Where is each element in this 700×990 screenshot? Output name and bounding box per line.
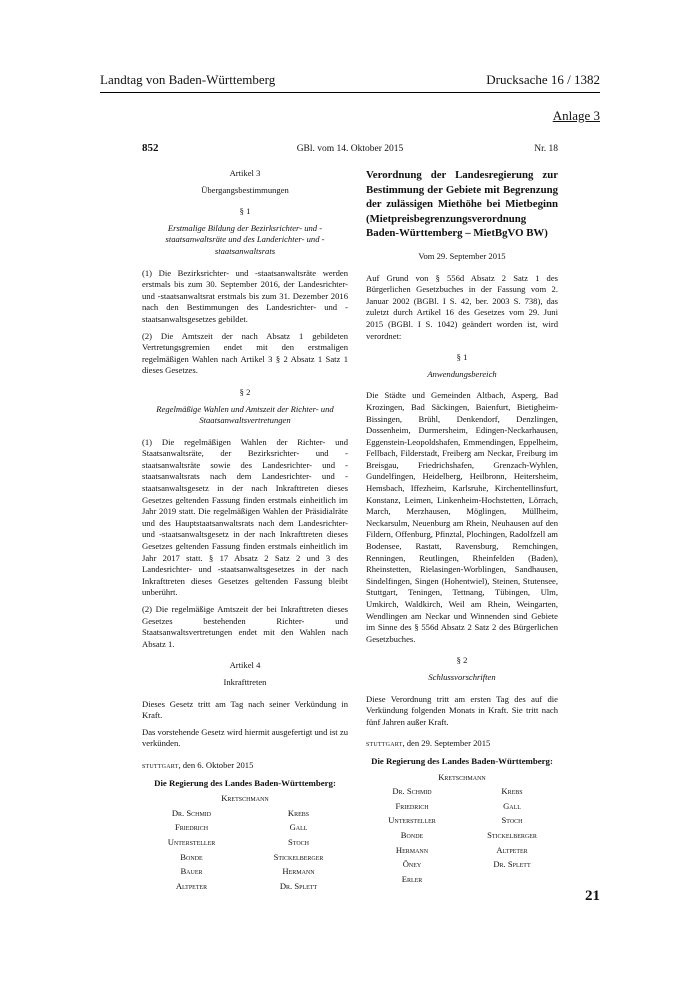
regulation-signature-place-date <box>366 738 558 750</box>
section-2-heading: § 2 <box>239 386 251 397</box>
regulation-section-1-heading: § 1 <box>456 352 468 363</box>
signature-place-date <box>142 760 348 772</box>
regulation-section-1-text: Die Städte und Gemeinden Altbach, Asperg, Bad Krozingen, Bad Säckingen, Baienfurt, Bietigheim-Bissingen, Brühl, Denkendorf, Denzlingen, Dossenheim, Durmersheim, Edingen-Neckarhausen, Eggenstein-Leopoldshafen, Emmendingen, Eppelheim, Fellbach, Filderstadt, Freiberg am Neckar, Freiburg im Breisgau, Friedrichshafen, Grenzach-Wyhlen, Gundelfingen, Heidelberg, Heilbronn, Heitersheim, Hemsbach, Iffezheim, Karlsruhe, Kirchentellinsfurt, Konstanz, Leimen, Linkenheim-Hochstetten, Lörrach, March, Merzhausen, Möglingen, Müllheim, Neckarsulm, Neuenburg am Rhein, Neuhausen auf den Fildern, Offenburg, Pfinztal, Plochingen, Radolfzell am Bodensee, Rastatt, Ravensburg, Remchingen, Renningen, Reutlingen, Rheinfelden (Baden), Rheinstetten, Rielasingen-Worblingen, Sandhausen, Sindelfingen, Singen (Hohentwiel), Steinen, Stutensee, Stuttgart, Teningen, Tettnang, Tübingen, Ulm, Umkirch, Waldkirch, Weil am Rhein, Weingarten, Wendlingen am Neckar und Winnenden sind Gebiete im Sinne des § 556d Absatz 2 Satz 2 des Bürgerlichen Gesetzbuches. <box>366 390 558 644</box>
regulation-signatory: Erler <box>401 873 423 884</box>
signatory: Hermann <box>282 866 315 877</box>
regulation-title: Verordnung der Landesregierung zur Bestimmung der Gebiete mit Begrenzung der zulässigen Miethöhe bei Mietbeginn (Mietpreisbegrenzungsverordnung Baden-Württemberg – MietBgVO BW) <box>366 169 558 240</box>
regulation-signatory: Altpeter <box>496 844 528 855</box>
regulation-section-1-title: Anwendungsbereich <box>427 368 497 379</box>
signature-place: stuttgart <box>142 759 179 770</box>
document-header-title: Landtag von Baden-Württemberg <box>100 72 276 87</box>
regulation-signatory: Stickelberger <box>487 829 537 840</box>
signatory: Bauer <box>180 866 203 877</box>
government-heading: Die Regierung des Landes Baden-Württemberg: <box>154 777 336 788</box>
article-4-title: Inkrafttreten <box>223 676 267 687</box>
regulation-signatory-head: Kretschmann <box>438 771 486 782</box>
signatory: Dr. Schmid <box>171 807 212 818</box>
document-header-number: Drucksache 16 / 1382 <box>486 72 600 87</box>
article-4-heading: Artikel 4 <box>229 660 261 671</box>
signatory: Dr. Splett <box>279 880 318 891</box>
section-2-paragraph-1: (1) Die regelmäßigen Wahlen der Richter- und Staatsanwaltsräte, der Bezirksrichter- und -staatsanwaltsräte sowie des Landesrichter- und -staatsanwaltsrats nach dem Landesrichter- und -staatsanwaltsgesetz in der nach Inkrafttreten dieses Gesetzes geltenden Fassung finden erstmals einheitlich im Jahr 2019 statt. Die regelmäßigen Wahlen der Präsidialräte und des Hauptstaatsanwaltsrats nach dem Landesrichter- und -staatsanwaltsgesetz in der nach Inkrafttreten dieses Gesetzes geltenden Fassung finden erstmals einheitlich im Jahr 2017 statt. § 17 Absatz 2 Satz 2 und 3 des Landesrichter- und -staatsanwaltsgesetzes in der nach Inkrafttreten dieses Gesetzes geltenden Fassung bleibt unberührt. <box>142 436 348 598</box>
left-column <box>142 168 348 892</box>
regulation-signatory: Gall <box>503 800 521 811</box>
regulation-government-heading: Die Regierung des Landes Baden-Württemberg: <box>371 755 553 766</box>
regulation-signatories-list <box>366 772 558 886</box>
page-number: 21 <box>585 888 600 904</box>
regulation-section-2-text: Diese Verordnung tritt am ersten Tag des auf die Verkündung folgenden Monats in Kraft. Sie tritt nach fünf Jahren außer Kraft. <box>366 693 558 727</box>
signatory-head: Kretschmann <box>221 793 269 804</box>
regulation-date: Vom 29. September 2015 <box>418 250 506 261</box>
header-divider <box>100 92 600 93</box>
signature-date: , den 6. Oktober 2015 <box>178 759 254 770</box>
regulation-signatory: Öney <box>402 859 422 870</box>
regulation-signatory: Dr. Splett <box>493 859 531 870</box>
section-2-title: Regelmäßige Wahlen und Amtszeit der Richter- und Staatsanwaltsvertretungen <box>156 403 334 426</box>
article-3-title: Übergangsbestimmungen <box>201 184 289 195</box>
section-1-paragraph-1: (1) Die Bezirksrichter- und -staatsanwaltsräte werden erstmals bis zum 30. September 2016, der Landesrichter- und -staatsanwaltsrat erstmals bis zum 31. Dezember 2016 nach den Bestimmungen des Landesrichter- und -staatsanwaltsgesetzes gebildet. <box>142 267 348 324</box>
article-4-paragraph-1: Dieses Gesetz tritt am Tag nach seiner Verkündung in Kraft. <box>142 698 348 721</box>
signatory: Friedrich <box>174 822 209 833</box>
regulation-signatory: Krebs <box>501 786 523 797</box>
gazette-date: GBl. vom 14. Oktober 2015 <box>296 144 404 154</box>
section-1-title: Erstmalige Bildung der Bezirksrichter- und -staatsanwaltsräte und des Landerichter- und -staatsanwaltsrats <box>165 222 325 256</box>
gazette-page-number: 852 <box>142 142 159 154</box>
regulation-section-2-heading: § 2 <box>456 655 468 666</box>
regulation-signatory: Hermann <box>395 844 429 855</box>
regulation-signature-date: , den 29. September 2015 <box>402 738 491 749</box>
regulation-section-2-title: Schlussvorschriften <box>428 671 496 682</box>
signatories-list <box>142 793 348 892</box>
signatory: Untersteller <box>167 836 216 847</box>
signatory: Altpeter <box>175 880 208 891</box>
regulation-signatory: Stoch <box>501 815 523 826</box>
article-4-paragraph-2: Das vorstehende Gesetz wird hiermit ausgefertigt und ist zu verkünden. <box>142 726 348 749</box>
section-1-paragraph-2: (2) Die Amtszeit der nach Absatz 1 gebildeten Vertretungsgremien endet mit den erstmaligen regelmäßigen Wahlen nach Artikel 3 § 2 Absatz 1 Satz 1 dieses Gesetzes. <box>142 330 348 376</box>
signatory: Bonde <box>180 851 203 862</box>
signatory: Stickelberger <box>273 851 324 862</box>
gazette-issue-number: Nr. 18 <box>534 144 558 154</box>
regulation-signature-place: stuttgart <box>366 738 403 749</box>
regulation-signatory: Untersteller <box>388 815 436 826</box>
signatory: Krebs <box>287 807 310 818</box>
signatory: Gall <box>289 822 308 833</box>
article-3-heading: Artikel 3 <box>229 168 261 178</box>
annex-label: Anlage 3 <box>552 108 600 123</box>
regulation-intro: Auf Grund von § 556d Absatz 2 Satz 1 des Bürgerlichen Gesetzbuches in der Fassung vom 2. Januar 2002 (BGBl. I S. 42, ber. 2003 S. 738), das zuletzt durch Artikel 16 des Gesetzes vom 29. Juni 2015 (BGBl. I S. 1042) geändert worden ist, wird verordnet: <box>366 272 558 341</box>
section-2-paragraph-2: (2) Die regelmäßige Amtszeit der bei Inkrafttreten dieses Gesetzes bestehenden Richter- und Staatsanwaltsvertretungen endet mit den Wahlen nach Absatz 1. <box>142 604 348 649</box>
signatory: Stoch <box>287 836 309 847</box>
section-1-heading: § 1 <box>239 206 251 217</box>
regulation-signatory: Bonde <box>400 829 424 840</box>
regulation-signatory: Friedrich <box>395 800 429 811</box>
right-column <box>366 168 558 885</box>
regulation-signatory: Dr. Schmid <box>392 786 432 797</box>
